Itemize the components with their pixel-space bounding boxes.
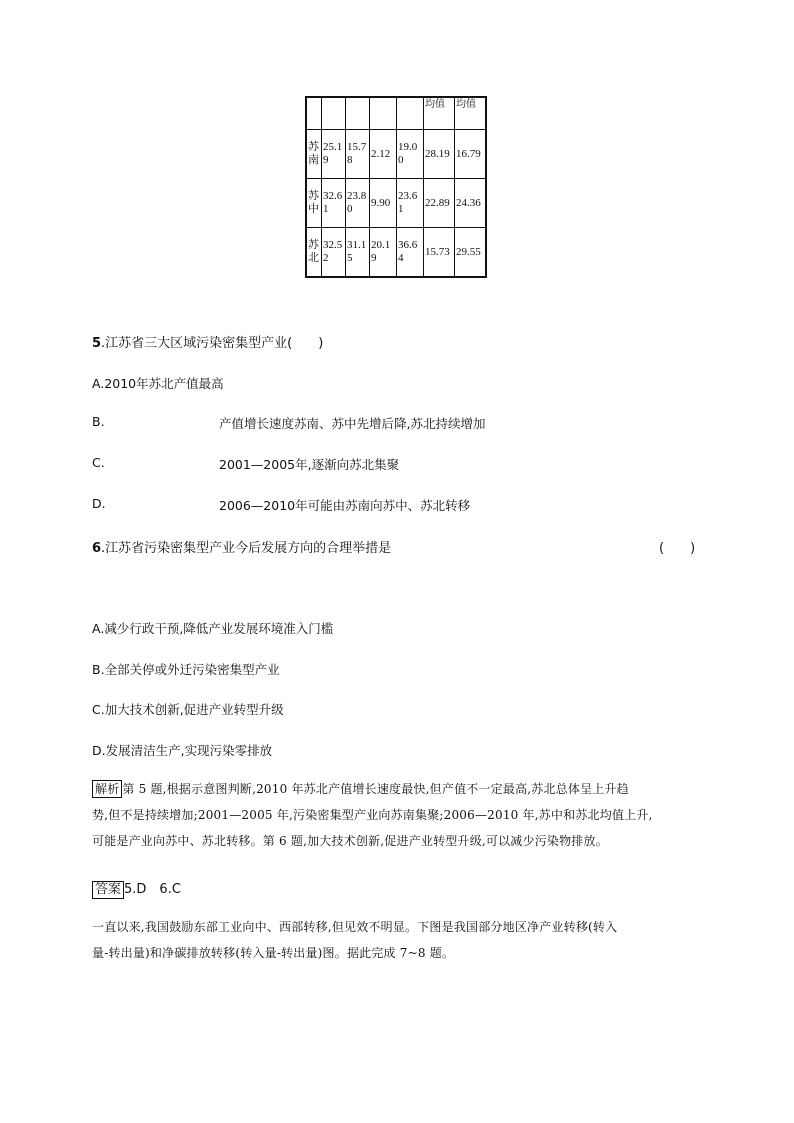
analysis-text: 第 5 题,根据示意图判断,2010 年苏北产值增长速度最快,但产值不一定最高,苏北总体呈上升趋 bbox=[122, 782, 629, 796]
option-label: A. bbox=[92, 621, 105, 636]
value-cell: 2.12 bbox=[370, 130, 397, 179]
option-text: 全部关停或外迁污染密集型产业 bbox=[104, 662, 280, 677]
value-cell: 32.61 bbox=[322, 179, 346, 228]
header-cell bbox=[370, 97, 397, 130]
table-row bbox=[306, 130, 486, 179]
q5-option-a[interactable] bbox=[92, 374, 224, 392]
q5-option-c-label[interactable]: C. bbox=[92, 455, 105, 470]
answer-text: 5.D 6.C bbox=[124, 882, 181, 897]
q5-option-d-label[interactable]: D. bbox=[92, 496, 106, 511]
question-6-stem bbox=[92, 537, 391, 556]
option-text: 减少行政干预,降低产业发展环境准入门槛 bbox=[104, 621, 334, 636]
value-cell: 32.52 bbox=[322, 228, 346, 278]
option-label: D. bbox=[92, 743, 106, 758]
option-label: C. bbox=[92, 702, 105, 717]
table-row bbox=[306, 228, 486, 278]
question-number: 5 bbox=[92, 336, 102, 351]
answer-tag: 答案 bbox=[92, 881, 124, 899]
question-number: 6 bbox=[92, 541, 102, 556]
question-text: .江苏省污染密集型产业今后发展方向的合理举措是 bbox=[101, 541, 392, 556]
value-cell: 9.90 bbox=[370, 179, 397, 228]
header-cell bbox=[397, 97, 424, 130]
value-cell: 28.19 bbox=[424, 130, 455, 179]
intro-block bbox=[92, 914, 712, 966]
value-cell: 25.19 bbox=[322, 130, 346, 179]
value-cell: 15.73 bbox=[424, 228, 455, 278]
region-cell: 苏南 bbox=[306, 130, 322, 179]
data-table bbox=[305, 96, 487, 278]
header-cell bbox=[322, 97, 346, 130]
q6-option-c[interactable] bbox=[92, 700, 284, 718]
q6-option-b[interactable] bbox=[92, 660, 280, 678]
option-label: B. bbox=[92, 662, 105, 677]
value-cell: 15.78 bbox=[346, 130, 370, 179]
q5-option-b-label[interactable]: B. bbox=[92, 414, 105, 429]
header-cell: 均值 bbox=[424, 97, 455, 130]
intro-line: 量-转出量)和净碳排放转移(转入量-转出量)图。据此完成 7~8 题。 bbox=[92, 946, 455, 960]
q5-option-c-text[interactable]: 2001—2005年,逐渐向苏北集聚 bbox=[219, 457, 400, 472]
value-cell: 20.19 bbox=[370, 228, 397, 278]
value-cell: 16.79 bbox=[455, 130, 487, 179]
option-label: A. bbox=[92, 376, 105, 391]
q5-option-b-text[interactable]: 产值增长速度苏南、苏中先增后降,苏北持续增加 bbox=[219, 416, 486, 431]
value-cell: 23.61 bbox=[397, 179, 424, 228]
value-cell: 19.00 bbox=[397, 130, 424, 179]
value-cell: 22.89 bbox=[424, 179, 455, 228]
q6-option-a[interactable] bbox=[92, 619, 333, 637]
analysis-line: 势,但不是持续增加;2001—2005 年,污染密集型产业向苏南集聚;2006—2010 年,苏中和苏北均值上升, bbox=[92, 808, 653, 822]
option-text: 2010年苏北产值最高 bbox=[104, 376, 224, 391]
analysis-line bbox=[92, 776, 712, 802]
option-text: 发展清洁生产,实现污染零排放 bbox=[105, 743, 273, 758]
header-cell bbox=[306, 97, 322, 130]
value-cell: 29.55 bbox=[455, 228, 487, 278]
q5-option-d-text[interactable]: 2006—2010年可能由苏南向苏中、苏北转移 bbox=[219, 498, 471, 513]
answer-paren: ( ) bbox=[659, 541, 696, 556]
region-cell: 苏北 bbox=[306, 228, 322, 278]
table-header-row bbox=[306, 97, 486, 130]
value-cell: 23.80 bbox=[346, 179, 370, 228]
region-cell: 苏中 bbox=[306, 179, 322, 228]
question-5-stem bbox=[92, 332, 323, 351]
header-cell: 均值 bbox=[455, 97, 487, 130]
value-cell: 31.15 bbox=[346, 228, 370, 278]
question-text: .江苏省三大区域污染密集型产业( ) bbox=[101, 336, 324, 351]
analysis-block bbox=[92, 776, 712, 854]
header-cell bbox=[346, 97, 370, 130]
intro-line: 一直以来,我国鼓励东部工业向中、西部转移,但见效不明显。下图是我国部分地区净产业转移(转入 bbox=[92, 920, 618, 934]
q6-option-d[interactable] bbox=[92, 741, 272, 759]
table-row bbox=[306, 179, 486, 228]
value-cell: 36.64 bbox=[397, 228, 424, 278]
analysis-line: 可能是产业向苏中、苏北转移。第 6 题,加大技术创新,促进产业转型升级,可以减少污染物排放。 bbox=[92, 834, 608, 848]
value-cell: 24.36 bbox=[455, 179, 487, 228]
analysis-tag: 解析 bbox=[92, 780, 122, 798]
answer-block bbox=[92, 878, 181, 899]
option-text: 加大技术创新,促进产业转型升级 bbox=[104, 702, 284, 717]
